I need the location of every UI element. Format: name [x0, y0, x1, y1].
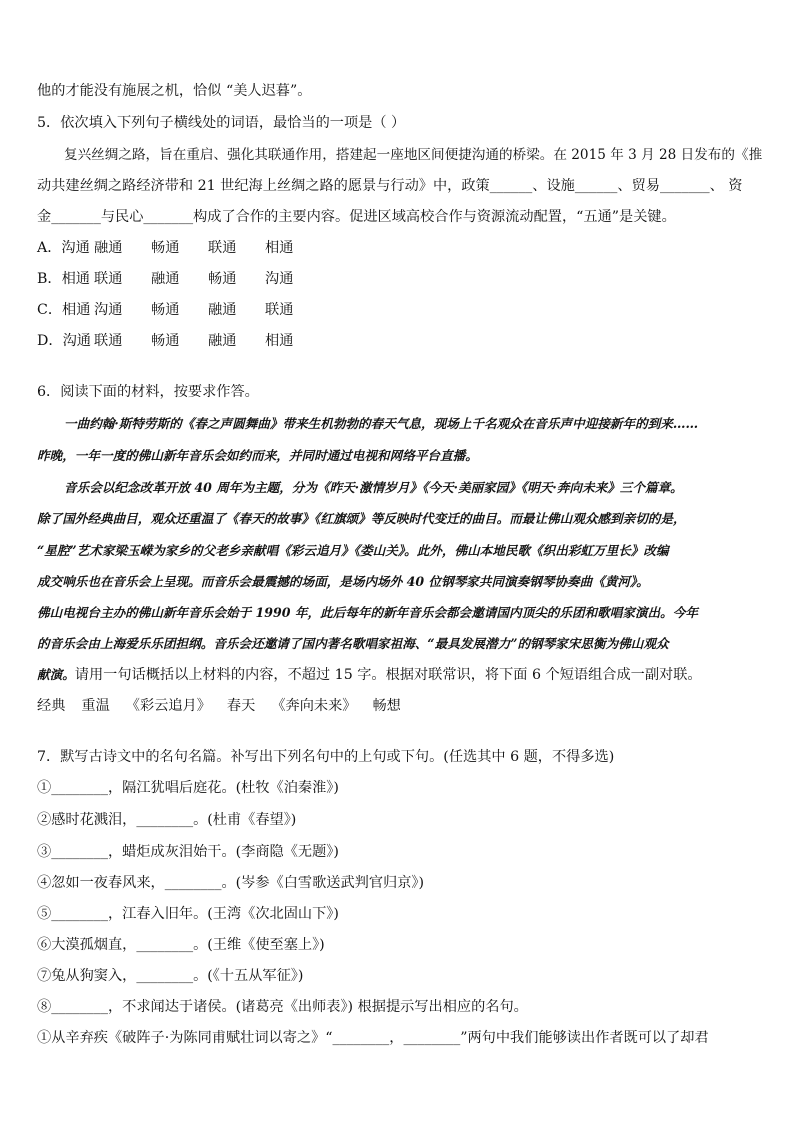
- phrase: 《奔向未来》: [271, 698, 357, 714]
- option-b-word: 联通: [94, 271, 123, 287]
- phrase: 重温: [81, 698, 110, 714]
- option-c-word: 融通: [208, 302, 237, 318]
- text-line: 他的才能没有施展之机，恰似 “美人迟暮”。: [37, 83, 312, 99]
- poem-item: ⑤________，江春入旧年。(王湾《次北固山下》): [37, 906, 339, 922]
- question-6-material: 成交响乐也在音乐会上呈现。而音乐会最震撼的场面，是场内场外 40 位钢琴家共同演奏钢琴协奏曲《黄河》。: [37, 574, 649, 589]
- question-6-material: 音乐会以纪念改革开放 40 周年为主题，分为《昨天·激情岁月》《今天·美丽家园》《明天·奔向未来》三个篇章。: [64, 480, 683, 495]
- poem-item: ④忽如一夜春风来，________。(岑参《白雪歌送武判官归京》): [37, 875, 425, 891]
- question-6-title: 6．阅读下面的材料，按要求作答。: [37, 384, 259, 400]
- option-a-word: 相通: [265, 240, 294, 256]
- option-c: [37, 300, 322, 320]
- option-d-word: 畅通: [151, 333, 180, 349]
- poem-item: ⑦兔从狗窦入，________。(《十五从军征》): [37, 968, 304, 984]
- option-c-word: 沟通: [94, 302, 123, 318]
- option-a-word: 融通: [94, 240, 123, 256]
- option-d-word: 相通: [265, 333, 294, 349]
- option-b-word: 融通: [151, 271, 180, 287]
- option-b-word: B．相通: [37, 271, 90, 287]
- poem-item: ⑧________，不求闻达于诸侯。(诸葛亮《出师表》) 根据提示写出相应的名句。: [37, 999, 528, 1015]
- question-6-instruction: 请用一句话概括以上材料的内容，不超过 15 字。根据对联常识，将下面 6 个短语组合成一副对联。: [74, 667, 702, 683]
- option-a-word: 畅通: [151, 240, 180, 256]
- phrase: 《彩云追月》: [125, 698, 211, 714]
- option-b-word: 畅通: [208, 271, 237, 287]
- option-a: [37, 238, 322, 258]
- option-b-word: 沟通: [265, 271, 294, 287]
- question-6-material: “星腔”艺术家梁玉嵘为家乡的父老乡亲献唱《彩云追月》《娄山关》。此外，佛山本地民歌《织出彩虹万里长》改编: [37, 543, 669, 558]
- material-end: 献演。: [37, 667, 75, 682]
- phrase-list: [37, 696, 417, 716]
- question-5-passage: 复兴丝绸之路，旨在重启、强化其联通作用，搭建起一座地区间便捷沟通的桥梁。在 2015 年 3 月 28 日发布的《推: [64, 147, 763, 163]
- option-a-word: A．沟通: [37, 240, 90, 256]
- option-c-word: 联通: [265, 302, 294, 318]
- option-d-word: 联通: [94, 333, 123, 349]
- option-c-word: C．相通: [37, 302, 91, 318]
- question-6-material: 昨晚，一年一度的佛山新年音乐会如约而来，并同时通过电视和网络平台直播。: [37, 448, 478, 463]
- option-d: [37, 331, 322, 351]
- option-d-word: D．沟通: [37, 333, 91, 349]
- phrase: 经典: [37, 698, 66, 714]
- question-6-prompt: [37, 665, 702, 685]
- question-7-title: 7．默写古诗文中的名句名篇。补写出下列名句中的上句或下句。(任选其中 6 题，不得多选): [37, 749, 615, 765]
- phrase: 畅想: [372, 698, 401, 714]
- poem-item: ⑥大漠孤烟直，________。(王维《使至塞上》): [37, 937, 325, 953]
- poem-item: ②感时花溅泪，________。(杜甫《春望》): [37, 812, 297, 828]
- question-5-passage: 金_______与民心_______构成了合作的主要内容。促进区域高校合作与资源流动配置，“五通”是关键。: [37, 209, 676, 225]
- question-6-material: 一曲约翰·斯特劳斯的《春之声圆舞曲》带来生机勃勃的春天气息，现场上千名观众在音乐声中迎接新年的到来……: [64, 416, 699, 431]
- question-6-material: 佛山电视台主办的佛山新年音乐会始于 1990 年，此后每年的新年音乐会都会邀请国内顶尖的乐团和歌唱家演出。今年: [37, 605, 698, 620]
- option-a-word: 联通: [208, 240, 237, 256]
- option-d-word: 融通: [208, 333, 237, 349]
- question-6-material: 的音乐会由上海爱乐乐团担纲。音乐会还邀请了国内著名歌唱家祖海、“最具发展潜力”的钢琴家宋思衡为佛山观众: [37, 636, 669, 651]
- option-c-word: 畅通: [151, 302, 180, 318]
- option-b: [37, 269, 322, 289]
- question-5-passage: 动共建丝绸之路经济带和 21 世纪海上丝绸之路的愿景与行动》中，政策______、设施______、贸易_______、 资: [37, 178, 743, 194]
- phrase: 春天: [226, 698, 256, 714]
- question-5-title: 5．依次填入下列句子横线处的词语，最恰当的一项是（ ）: [37, 115, 406, 131]
- poem-item: ①________，隔江犹唱后庭花。(杜牧《泊秦淮》): [37, 780, 339, 796]
- poem-item: ③________，蜡炬成灰泪始干。(李商隐《无题》): [37, 844, 339, 860]
- poem-item: ①从辛弃疾《破阵子·为陈同甫赋壮词以寄之》“________，________”两句中我们能够读出作者既可以了却君: [37, 1030, 709, 1046]
- question-6-material: 除了国外经典曲目，观众还重温了《春天的故事》《红旗颂》等反映时代变迁的曲目。而最让佛山观众感到亲切的是，: [37, 511, 686, 526]
